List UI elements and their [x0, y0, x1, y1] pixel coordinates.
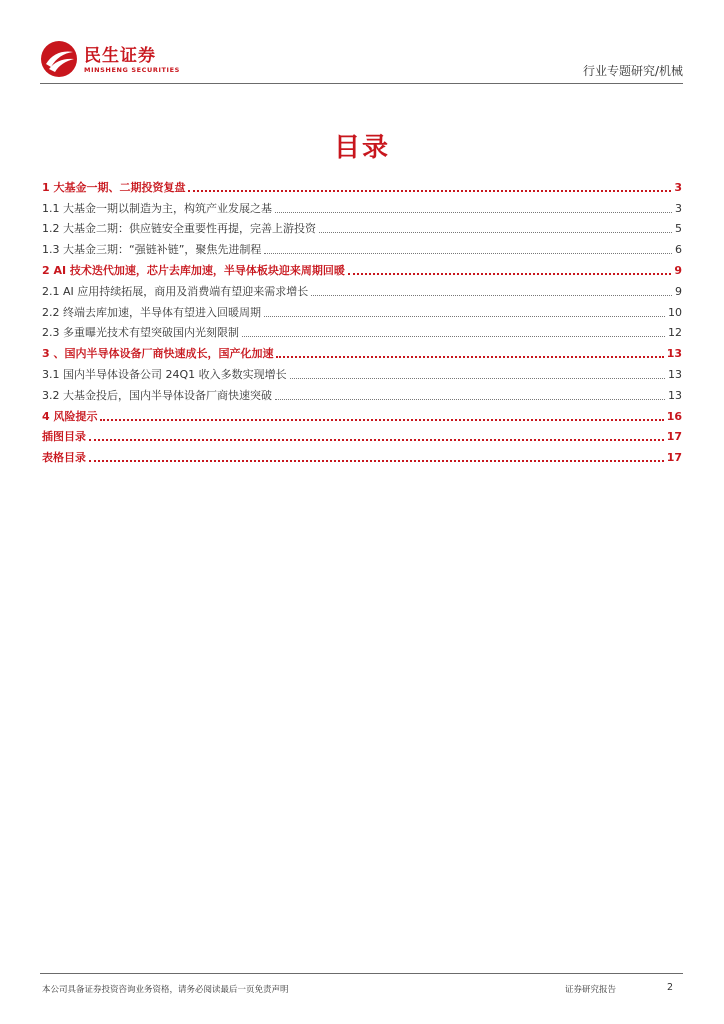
toc-entry-section[interactable]	[42, 299, 682, 320]
toc-entry-page: 10	[668, 305, 682, 319]
toc-entry-title: 1.2 大基金二期：供应链安全重要性再提，完善上游投资	[42, 222, 316, 236]
toc-leader-dots	[264, 253, 672, 254]
toc-entry-page: 12	[668, 326, 682, 340]
toc-entry-section[interactable]	[42, 195, 682, 216]
footer-disclaimer: 本公司具备证券投资咨询业务资格，请务必阅读最后一页免责声明	[42, 985, 289, 995]
toc-entry-page: 6	[675, 243, 682, 257]
toc-entry-title: 3.2 大基金投后，国内半导体设备厂商快速突破	[42, 388, 272, 402]
toc-leader-dots	[89, 460, 664, 462]
toc-entry-chapter[interactable]	[42, 174, 682, 195]
toc-entry-chapter[interactable]	[42, 257, 682, 278]
toc-entry-chapter[interactable]	[42, 340, 682, 361]
toc-entry-page: 3	[674, 180, 682, 194]
header-divider	[40, 83, 683, 84]
minsheng-logo-icon	[40, 40, 78, 78]
toc-entry-title: 表格目录	[42, 451, 86, 465]
toc-entry-page: 9	[675, 284, 682, 298]
toc-leader-dots	[275, 399, 665, 400]
footer-report-type: 证券研究报告	[565, 985, 617, 995]
toc-entry-title: 1 大基金一期、二期投资复盘	[42, 180, 186, 194]
toc-entry-page: 5	[675, 222, 682, 236]
footer-divider	[40, 973, 683, 974]
toc-leader-dots	[311, 295, 672, 296]
toc-leader-dots	[264, 316, 665, 317]
toc-entry-title: 2.3 多重曝光技术有望突破国内光刻限制	[42, 326, 239, 340]
toc-entry-page: 13	[668, 388, 682, 402]
toc-entry-chapter[interactable]	[42, 444, 682, 465]
toc-entry-title: 3.1 国内半导体设备公司 24Q1 收入多数实现增长	[42, 367, 287, 381]
toc-leader-dots	[242, 336, 665, 337]
toc-entry-title: 4 风险提示	[42, 409, 98, 423]
page-title: 目录	[333, 133, 390, 163]
page-header	[40, 38, 683, 84]
toc-entry-title: 插图目录	[42, 430, 86, 444]
toc-entry-section[interactable]	[42, 278, 682, 299]
toc-entry-title: 1.1 大基金一期以制造为主，构筑产业发展之基	[42, 201, 272, 215]
toc-entry-chapter[interactable]	[42, 403, 682, 424]
toc-entry-section[interactable]	[42, 382, 682, 403]
toc-leader-dots	[276, 356, 663, 358]
toc-leader-dots	[100, 419, 663, 421]
report-category: 行业专题研究/机械	[582, 64, 683, 78]
toc-entry-title: 2 AI 技术迭代加速，芯片去库加速，半导体板块迎来周期回暖	[42, 263, 345, 277]
toc-leader-dots	[348, 273, 671, 275]
toc-entry-page: 16	[666, 409, 682, 423]
toc-leader-dots	[290, 378, 665, 379]
toc-entry-title: 2.1 AI 应用持续拓展，商用及消费端有望迎来需求增长	[42, 284, 309, 298]
toc-entry-page: 9	[674, 263, 682, 277]
toc-entry-section[interactable]	[42, 320, 682, 341]
toc-leader-dots	[275, 212, 672, 213]
toc-entry-section[interactable]	[42, 236, 682, 257]
toc-leader-dots	[188, 190, 671, 192]
toc-entry-title: 2.2 终端去库加速，半导体有望进入回暖周期	[42, 305, 261, 319]
toc-entry-section[interactable]	[42, 361, 682, 382]
toc-entry-section[interactable]	[42, 216, 682, 237]
toc-entry-chapter[interactable]	[42, 424, 682, 445]
toc-entry-title: 1.3 大基金三期：“强链补链”，聚焦先进制程	[42, 243, 262, 257]
toc-leader-dots	[89, 439, 664, 441]
page-number: 2	[667, 982, 674, 993]
logo-english-name: MINSHENG SECURITIES	[84, 66, 180, 74]
toc-entry-page: 17	[666, 430, 682, 444]
toc-entry-page: 17	[666, 451, 682, 465]
table-of-contents	[42, 174, 682, 465]
toc-entry-page: 3	[675, 201, 682, 215]
toc-entry-page: 13	[666, 347, 682, 361]
toc-entry-title: 3 、国内半导体设备厂商快速成长，国产化加速	[42, 347, 274, 361]
toc-leader-dots	[319, 232, 672, 233]
logo-chinese-name: 民生证券	[84, 46, 156, 66]
toc-entry-page: 13	[668, 367, 682, 381]
